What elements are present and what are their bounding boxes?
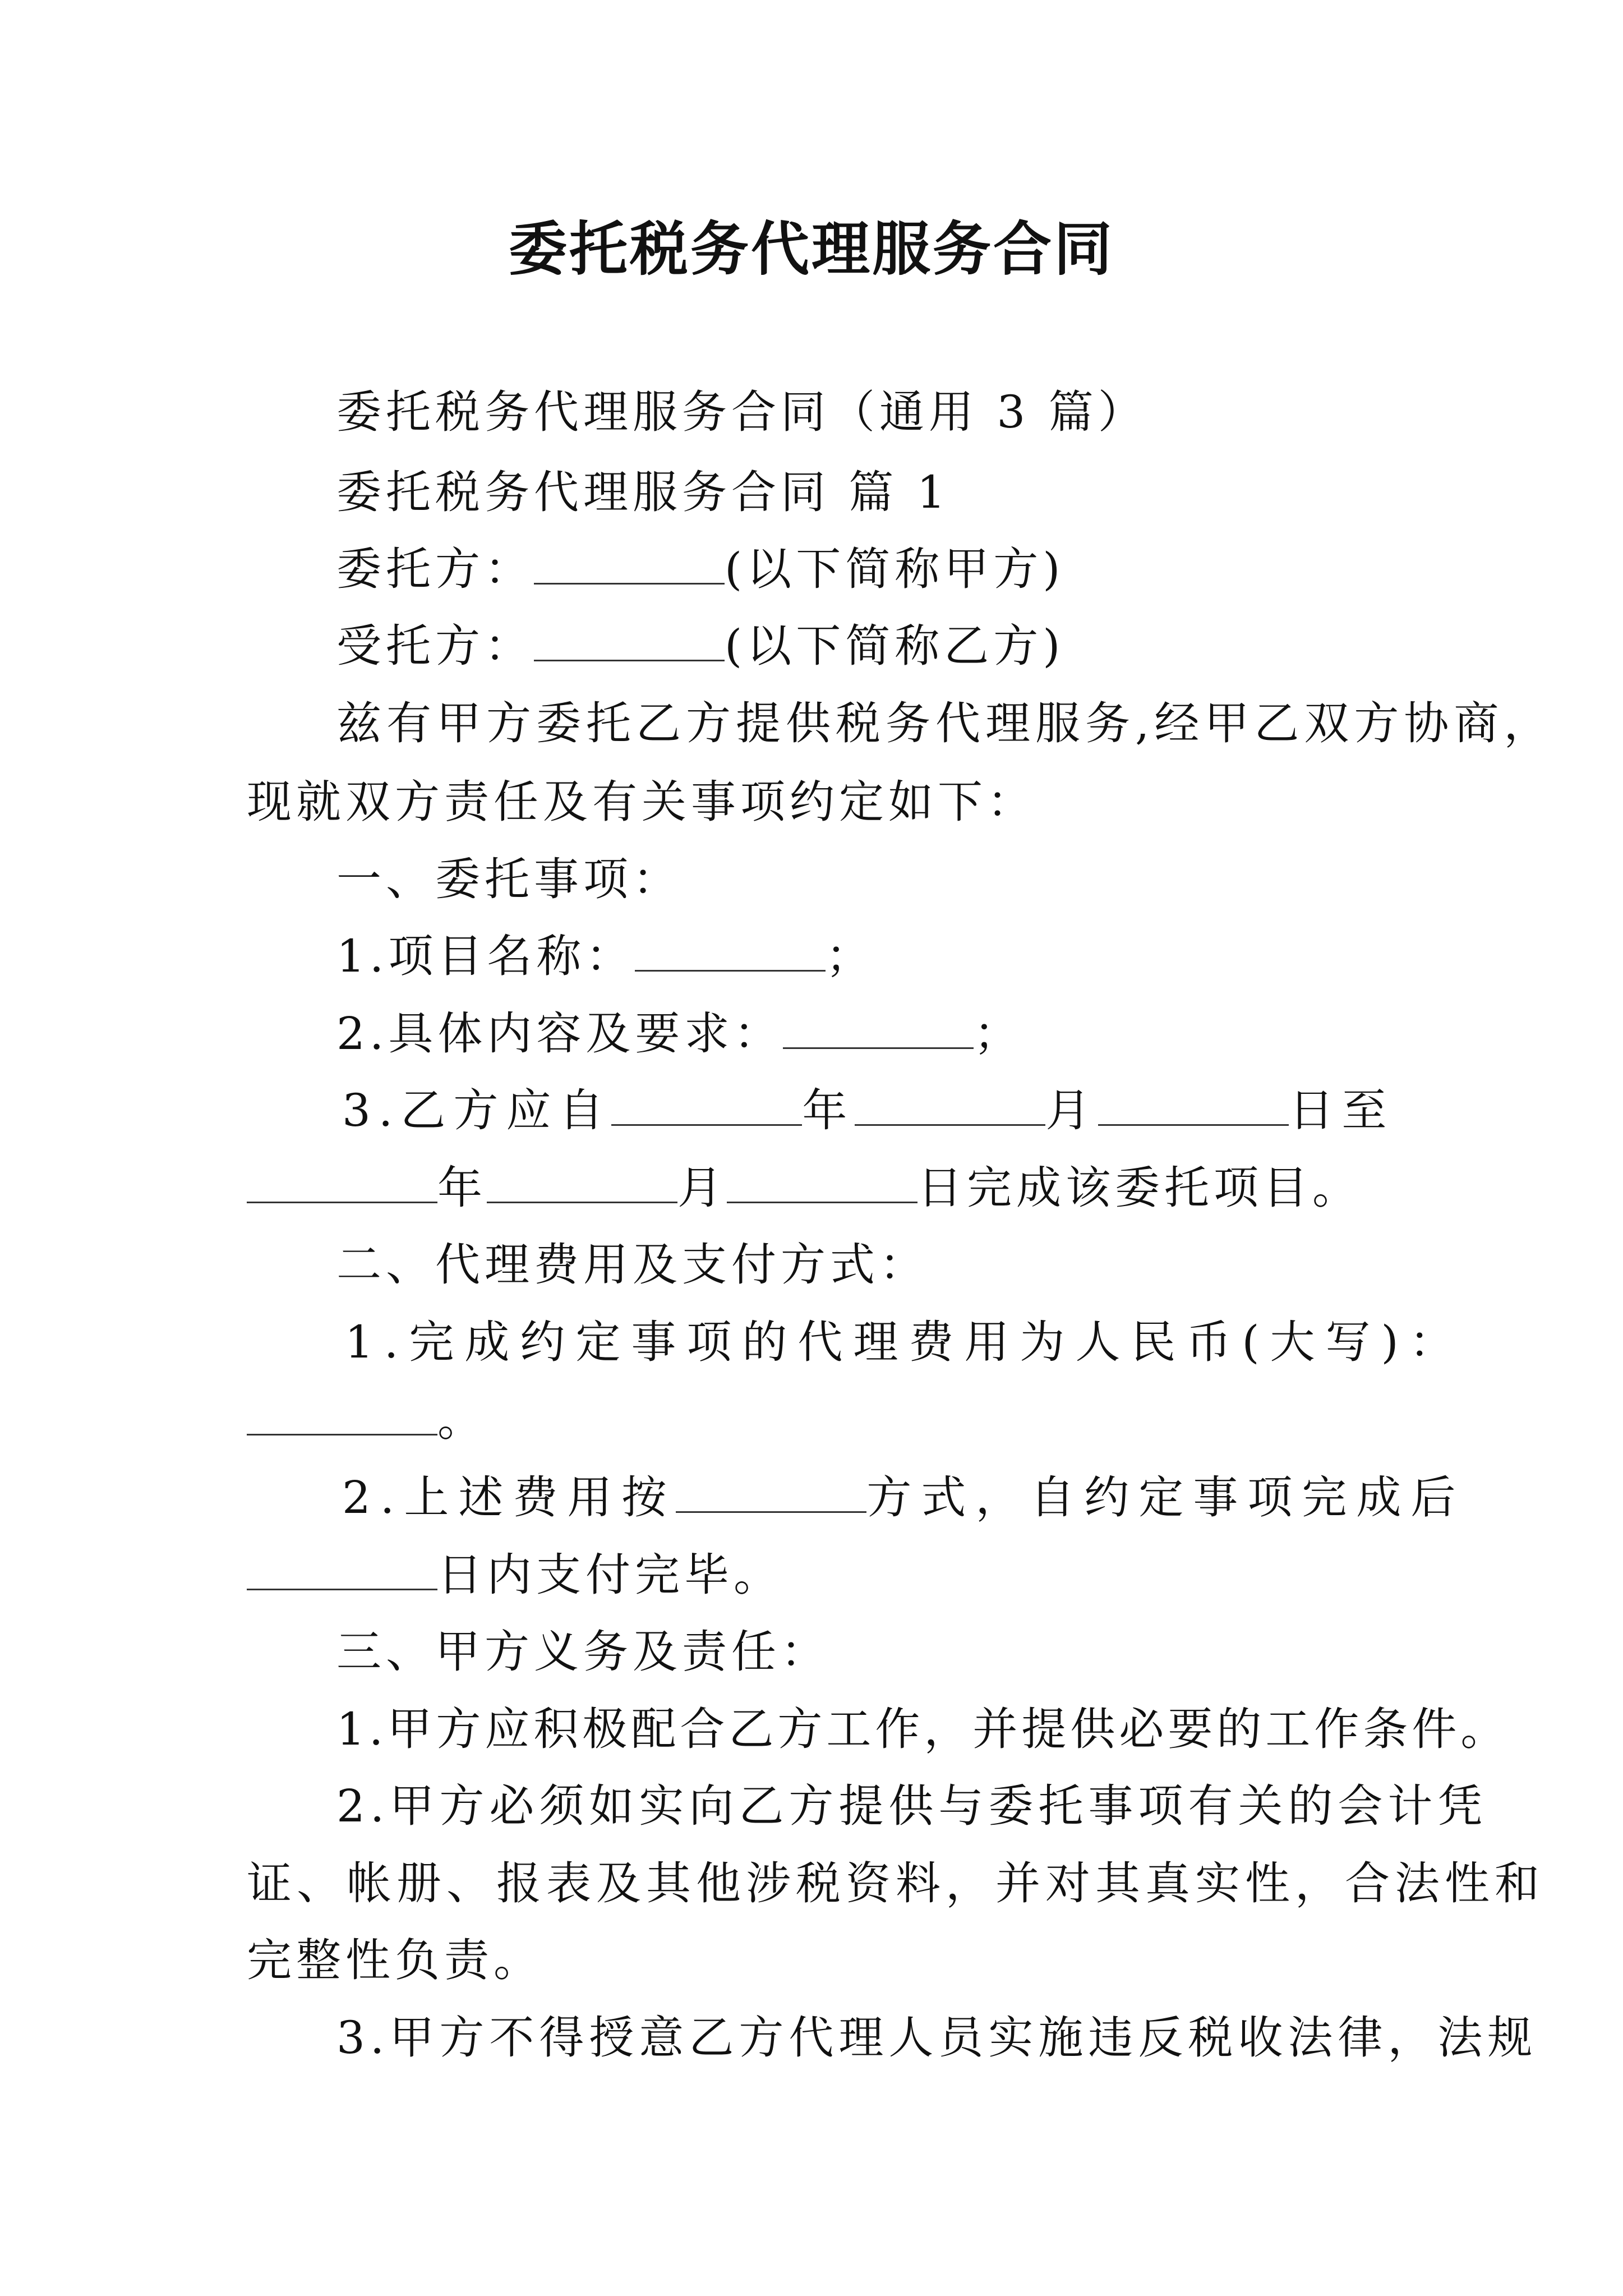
s2-item-2-text-b: 方式，自约定事项完成后: [866, 1471, 1465, 1524]
client-label: 委托方：: [336, 543, 534, 595]
fee-amount-blank: [247, 1433, 437, 1435]
s2-item-2-end: 日内支付完毕。: [437, 1549, 783, 1601]
end-day-blank: [727, 1201, 917, 1203]
agent-line: [336, 620, 1065, 672]
payment-method-blank: [676, 1511, 866, 1513]
s3-item-2-line-2: 证、帐册、报表及其他涉税资料，并对其真实性，合法性和: [247, 1857, 1544, 1910]
s2-item-1-line-2: [247, 1394, 487, 1446]
document-title: 委托税务代理服务合同: [508, 215, 1114, 283]
section-heading: 委托税务代理服务合同 篇 1: [336, 466, 950, 518]
month-label-2: 月: [677, 1162, 727, 1214]
start-month-blank: [855, 1124, 1045, 1126]
agent-suffix: (以下简称乙方): [725, 620, 1065, 672]
day-to-label: 日至: [1289, 1084, 1395, 1137]
end-month-blank: [487, 1201, 677, 1203]
section-3-heading: 三、甲方义务及责任：: [336, 1626, 830, 1678]
content-blank: [783, 1047, 974, 1049]
s2-item-2-text-a: 2.上述费用按: [342, 1471, 676, 1524]
s2-item-1: 1.完成约定事项的代理费用为人民币(大写)：: [345, 1316, 1465, 1368]
end-year-blank: [247, 1201, 437, 1203]
intro-line-1: 兹有甲方委托乙方提供税务代理服务,经甲乙双方协商，: [336, 697, 1554, 749]
s1-item-3-line-2: [247, 1162, 1362, 1214]
s2-item-2: [342, 1471, 1465, 1524]
subtitle: 委托税务代理服务合同（通用 3 篇）: [336, 386, 1147, 438]
s2-item-2-line-2: [247, 1549, 783, 1601]
year-label: 年: [802, 1084, 855, 1137]
s1-item-3-end: 日完成该委托项目。: [917, 1162, 1362, 1214]
year-label-2: 年: [437, 1162, 487, 1214]
section-2-heading: 二、代理费用及支付方式：: [336, 1239, 929, 1291]
s3-item-1: 1.甲方应积极配合乙方工作，并提供必要的工作条件。: [336, 1703, 1510, 1755]
s1-item-1: [336, 930, 875, 982]
client-line: [336, 543, 1065, 595]
agent-name-blank: [534, 659, 725, 661]
s3-item-2-line-1: 2.甲方必须如实向乙方提供与委托事项有关的会计凭: [336, 1780, 1488, 1832]
s1-item-2: [336, 1007, 1023, 1060]
intro-line-2: 现就双方责任及有关事项约定如下：: [247, 776, 1036, 828]
agent-label: 受托方：: [336, 620, 534, 672]
s3-item-3-line-1: 3.甲方不得授意乙方代理人员实施违反税收法律，法规: [336, 2012, 1538, 2064]
project-name-blank: [635, 969, 826, 972]
s1-item-3-text: 3.乙方应自: [342, 1084, 612, 1137]
month-label: 月: [1045, 1084, 1099, 1137]
payment-days-blank: [247, 1588, 437, 1590]
start-year-blank: [611, 1124, 802, 1126]
section-1-heading: 一、委托事项：: [336, 853, 682, 905]
client-suffix: (以下简称甲方): [725, 543, 1065, 595]
s1-item-2-label: 2.具体内容及要求：: [336, 1007, 783, 1060]
s2-item-1-end: 。: [437, 1394, 487, 1446]
start-day-blank: [1098, 1124, 1289, 1126]
s1-item-3-line-1: [342, 1084, 1395, 1137]
s3-item-2-line-3: 完整性负责。: [247, 1934, 543, 1986]
client-name-blank: [534, 582, 725, 585]
s1-item-1-label: 1.项目名称：: [336, 930, 635, 982]
s1-item-1-end: ；: [826, 930, 875, 982]
s1-item-2-end: ；: [974, 1007, 1023, 1060]
